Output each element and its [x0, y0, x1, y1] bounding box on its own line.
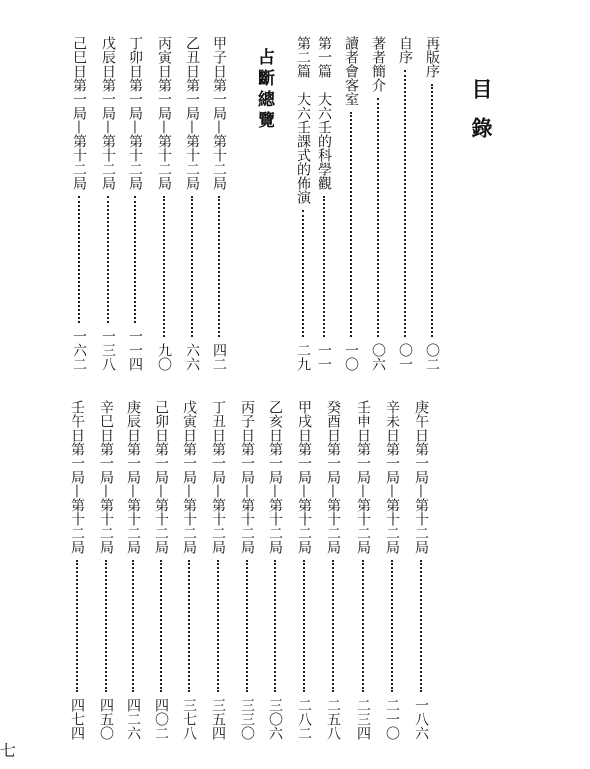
- toc-entry[interactable]: [240, 400, 254, 740]
- toc-entry-label: 丁卯日第一局—第十二局: [127, 36, 143, 190]
- toc-entry-page: 四五〇: [98, 698, 114, 740]
- toc-entry-label: 著者簡介: [370, 36, 386, 92]
- toc-entry[interactable]: [185, 36, 199, 371]
- toc-entry-label: 丙子日第一局—第十二局: [239, 400, 255, 554]
- toc-entry[interactable]: [344, 36, 358, 371]
- dot-leader: [132, 560, 134, 692]
- dot-leader: [303, 560, 305, 692]
- toc-entry[interactable]: [212, 36, 226, 371]
- dot-leader: [323, 196, 325, 337]
- toc-entry-label: 庚午日第一局—第十二局: [413, 400, 429, 554]
- toc-entry[interactable]: [154, 400, 168, 740]
- page-title: 目錄: [469, 78, 494, 156]
- dot-leader: [188, 560, 190, 692]
- toc-entry-label: 辛未日第一局—第十二局: [384, 400, 400, 554]
- dot-leader: [76, 560, 78, 692]
- toc-entry-page: 四二六: [125, 698, 141, 740]
- toc-entry-label: 乙亥日第一局—第十二局: [267, 400, 283, 554]
- toc-entry[interactable]: [70, 400, 84, 740]
- dot-leader: [246, 560, 248, 692]
- toc-entry-page: 二九: [295, 343, 311, 371]
- dot-leader: [391, 560, 393, 692]
- toc-entry-page: 六六: [184, 343, 200, 371]
- toc-entry-page: 〇一: [397, 343, 413, 371]
- section-heading: 占斷總覽: [254, 48, 274, 132]
- dot-leader: [78, 196, 80, 323]
- toc-entry-label: 再版序: [424, 36, 440, 78]
- toc-entry-page: 一六二: [71, 329, 87, 371]
- dot-leader: [107, 196, 109, 323]
- toc-entry[interactable]: [101, 36, 115, 371]
- dot-leader: [163, 196, 165, 337]
- toc-entry-label: 戊辰日第一局—第十二局: [100, 36, 116, 190]
- toc-entry-page: 三三〇: [239, 698, 255, 740]
- toc-entry[interactable]: [126, 400, 140, 740]
- dot-leader: [332, 560, 334, 692]
- toc-entry-page: 二一〇: [384, 698, 400, 740]
- toc-entry[interactable]: [385, 400, 399, 740]
- toc-entry-label: 癸酉日第一局—第十二局: [325, 400, 341, 554]
- toc-entry[interactable]: [268, 400, 282, 740]
- toc-entry-label: 第一篇 大六壬的科學觀: [316, 36, 332, 190]
- toc-entry-label: 丙寅日第一局—第十二局: [156, 36, 172, 190]
- toc-entry-label: 壬申日第一局—第十二局: [355, 400, 371, 554]
- toc-entry-page: 三七八: [181, 698, 197, 740]
- dot-leader: [404, 70, 406, 337]
- toc-entry-page: 一〇: [343, 343, 359, 371]
- toc-entry[interactable]: [425, 36, 439, 371]
- toc-entry-page: 九〇: [156, 343, 172, 371]
- toc-entry-page: 二八二: [296, 698, 312, 740]
- toc-entry-label: 己巳日第一局—第十二局: [71, 36, 87, 190]
- toc-entry-label: 讀者會客室: [343, 36, 359, 106]
- toc-entry-page: 四二: [211, 343, 227, 371]
- toc-entry-page: 〇六: [370, 343, 386, 371]
- dot-leader: [217, 560, 219, 692]
- toc-entry-label: 甲子日第一局—第十二局: [211, 36, 227, 190]
- toc-entry-label: 丁丑日第一局—第十二局: [210, 400, 226, 554]
- toc-entry[interactable]: [296, 36, 310, 371]
- dot-leader: [218, 196, 220, 337]
- toc-entry-label: 庚辰日第一局—第十二局: [125, 400, 141, 554]
- dot-leader: [302, 210, 304, 337]
- toc-entry[interactable]: [356, 400, 370, 740]
- toc-entry-page: 三五四: [210, 698, 226, 740]
- toc-entry[interactable]: [128, 36, 142, 371]
- toc-entry[interactable]: [157, 36, 171, 371]
- dot-leader: [160, 560, 162, 692]
- toc-entry[interactable]: [317, 36, 331, 371]
- dot-leader: [431, 84, 433, 337]
- dot-leader: [134, 196, 136, 323]
- toc-entry-label: 己卯日第一局—第十二局: [153, 400, 169, 554]
- toc-entry[interactable]: [297, 400, 311, 740]
- toc-entry[interactable]: [72, 36, 86, 371]
- dot-leader: [420, 560, 422, 692]
- toc-entry[interactable]: [99, 400, 113, 740]
- dot-leader: [191, 196, 193, 337]
- dot-leader: [377, 98, 379, 337]
- toc-entry[interactable]: [326, 400, 340, 740]
- toc-entry-label: 甲戌日第一局—第十二局: [296, 400, 312, 554]
- dot-leader: [362, 560, 364, 692]
- toc-entry-page: 二三四: [355, 698, 371, 740]
- toc-entry-label: 辛巳日第一局—第十二局: [98, 400, 114, 554]
- dot-leader: [274, 560, 276, 692]
- toc-entry-label: 自序: [397, 36, 413, 64]
- toc-entry-page: 四七四: [69, 698, 85, 740]
- dot-leader: [105, 560, 107, 692]
- toc-entry[interactable]: [398, 36, 412, 371]
- toc-entry[interactable]: [414, 400, 428, 740]
- page-number-mark: 七: [0, 741, 17, 760]
- toc-entry-page: 一一: [316, 343, 332, 371]
- toc-entry-page: 二五八: [325, 698, 341, 740]
- toc-entry-page: 一八六: [413, 698, 429, 740]
- toc-entry-page: 四〇二: [153, 698, 169, 740]
- toc-entry-label: 戊寅日第一局—第十二局: [181, 400, 197, 554]
- dot-leader: [350, 112, 352, 337]
- toc-entry[interactable]: [211, 400, 225, 740]
- toc-entry-page: 〇二: [424, 343, 440, 371]
- toc-entry-label: 壬午日第一局—第十二局: [69, 400, 85, 554]
- toc-entry-page: 一三八: [100, 329, 116, 371]
- toc-entry-page: 一一四: [127, 329, 143, 371]
- toc-entry-page: 三〇六: [267, 698, 283, 740]
- toc-entry[interactable]: [182, 400, 196, 740]
- toc-entry-label: 乙丑日第一局—第十二局: [184, 36, 200, 190]
- toc-entry-label: 第二篇 大六壬課式的佈演: [295, 36, 311, 204]
- toc-entry[interactable]: [371, 36, 385, 371]
